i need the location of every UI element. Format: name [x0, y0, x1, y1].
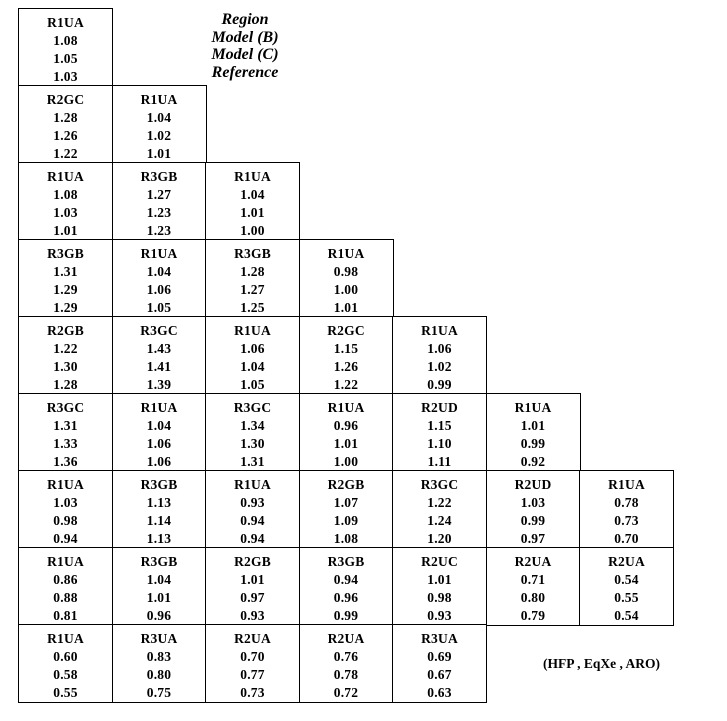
- cell-model-c: 1.29: [53, 282, 78, 297]
- cell-region: R3UA: [140, 631, 178, 646]
- cell-region: R3GB: [327, 554, 365, 569]
- cell-reference: 0.96: [146, 608, 172, 623]
- cell-model-c: 1.09: [333, 513, 359, 528]
- cell-region: R1UA: [608, 477, 645, 492]
- cell-region: R1UA: [47, 554, 84, 569]
- assembly-cell: [205, 393, 300, 472]
- cell-model-b: 1.04: [146, 264, 172, 279]
- cell-model-b: 1.04: [146, 110, 172, 125]
- cell-model-b: 1.08: [53, 187, 78, 202]
- cell-model-c: 1.33: [53, 436, 78, 451]
- legend: [150, 11, 340, 81]
- assembly-cell: [205, 624, 300, 703]
- cell-reference: 0.55: [53, 685, 78, 700]
- assembly-cell: [299, 547, 394, 626]
- cell-model-c: 1.23: [146, 205, 172, 220]
- cell-region: R2GC: [327, 323, 365, 338]
- assembly-cell: [112, 85, 207, 164]
- assembly-cell: [392, 316, 487, 395]
- cell-model-c: 1.04: [240, 359, 265, 374]
- cell-reference: 0.93: [240, 608, 265, 623]
- cell-region: R3GB: [140, 554, 178, 569]
- assembly-cell: [18, 239, 113, 318]
- cell-model-b: 1.15: [333, 341, 359, 356]
- cell-region: R1UA: [327, 246, 365, 261]
- cell-reference: 1.31: [240, 454, 265, 469]
- cell-model-c: 1.06: [146, 282, 172, 297]
- cell-reference: 1.11: [427, 454, 452, 469]
- cell-model-c: 0.80: [520, 590, 546, 605]
- cell-reference: 0.75: [146, 685, 172, 700]
- cell-model-b: 1.01: [427, 572, 452, 587]
- cell-region: R3GC: [46, 400, 85, 415]
- cell-model-c: 1.06: [146, 436, 172, 451]
- cell-reference: 0.94: [53, 531, 78, 546]
- cell-model-b: 1.01: [520, 418, 546, 433]
- assembly-cell: [18, 624, 113, 703]
- cell-region: R1UA: [234, 169, 271, 184]
- cell-reference: 1.01: [333, 300, 359, 315]
- cell-reference: 0.99: [427, 377, 452, 392]
- assembly-cell: [579, 470, 674, 549]
- assembly-cell: [392, 393, 487, 472]
- cell-region: R1UA: [514, 400, 552, 415]
- cell-model-b: 0.54: [614, 572, 639, 587]
- caption: (HFP , EqXe , ARO): [543, 656, 660, 671]
- cell-region: R3GC: [420, 477, 459, 492]
- cell-region: R1UA: [140, 400, 178, 415]
- cell-region: R1UA: [234, 323, 271, 338]
- cell-model-c: 1.05: [53, 51, 78, 66]
- cell-region: R1UA: [234, 477, 271, 492]
- cell-model-b: 1.13: [146, 495, 172, 510]
- cell-model-c: 1.02: [427, 359, 452, 374]
- cell-model-b: 1.03: [53, 495, 78, 510]
- cell-region: R1UA: [47, 631, 84, 646]
- cell-model-b: 1.22: [53, 341, 78, 356]
- cell-model-c: 0.55: [614, 590, 639, 605]
- cell-reference: 0.81: [53, 608, 78, 623]
- cell-model-b: 0.60: [53, 649, 78, 664]
- cell-model-c: 1.03: [53, 205, 78, 220]
- cell-model-c: 1.01: [333, 436, 359, 451]
- cell-reference: 1.03: [53, 69, 78, 84]
- cell-reference: 1.08: [333, 531, 359, 546]
- assembly-cell: [205, 239, 300, 318]
- cell-model-c: 0.99: [520, 436, 546, 451]
- cell-model-c: 0.96: [333, 590, 359, 605]
- cell-region: R1UA: [47, 15, 84, 30]
- cell-region: R1UA: [327, 400, 365, 415]
- cell-reference: 0.72: [333, 685, 359, 700]
- assembly-cell: [18, 8, 113, 87]
- cell-model-c: 1.26: [333, 359, 359, 374]
- cell-reference: 0.63: [427, 685, 452, 700]
- cell-reference: 0.79: [520, 608, 546, 623]
- cell-model-c: 0.98: [427, 590, 452, 605]
- cell-model-b: 0.76: [333, 649, 359, 664]
- cell-model-c: 0.67: [427, 667, 452, 682]
- cell-model-c: 0.94: [240, 513, 265, 528]
- cell-model-c: 0.98: [53, 513, 78, 528]
- legend-model-c: Model (C): [211, 46, 279, 63]
- assembly-cell: [486, 470, 581, 549]
- cell-reference: 0.54: [614, 608, 639, 623]
- assembly-cell: [18, 393, 113, 472]
- cell-reference: 0.92: [520, 454, 546, 469]
- assembly-cell: [299, 239, 394, 318]
- cell-model-b: 1.08: [53, 33, 78, 48]
- cell-reference: 1.00: [240, 223, 265, 238]
- cell-model-b: 1.03: [520, 495, 546, 510]
- cell-region: R1UA: [47, 169, 84, 184]
- cell-model-b: 0.71: [520, 572, 546, 587]
- cell-model-c: 1.24: [427, 513, 452, 528]
- assembly-cell: [205, 162, 300, 241]
- cell-region: R2UD: [421, 400, 458, 415]
- cell-region: R2UA: [608, 554, 645, 569]
- cell-reference: 1.25: [240, 300, 265, 315]
- assembly-cell: [18, 547, 113, 626]
- cell-region: R3GB: [140, 477, 178, 492]
- cell-model-c: 1.26: [53, 128, 78, 143]
- assembly-cell: [112, 162, 207, 241]
- cell-reference: 1.22: [333, 377, 359, 392]
- cell-reference: 1.39: [146, 377, 172, 392]
- cell-model-b: 0.70: [240, 649, 265, 664]
- cell-model-b: 1.31: [53, 418, 78, 433]
- cell-region: R2GB: [327, 477, 365, 492]
- cell-region: R3GB: [140, 169, 178, 184]
- cell-model-c: 0.78: [333, 667, 359, 682]
- assembly-cell: [112, 239, 207, 318]
- cell-reference: 1.22: [53, 146, 78, 161]
- assembly-cell: [112, 624, 207, 703]
- cell-reference: 1.36: [53, 454, 78, 469]
- assembly-cell: [299, 470, 394, 549]
- cell-model-b: 1.07: [333, 495, 359, 510]
- cell-reference: 1.05: [146, 300, 172, 315]
- cell-model-b: 0.83: [146, 649, 172, 664]
- cell-model-c: 1.27: [240, 282, 265, 297]
- cell-reference: 1.23: [146, 223, 172, 238]
- cell-region: R2GB: [47, 323, 84, 338]
- cell-model-b: 1.34: [240, 418, 265, 433]
- assembly-cell: [205, 547, 300, 626]
- cell-region: R3UA: [421, 631, 458, 646]
- cell-region: R3GC: [233, 400, 272, 415]
- cell-model-c: 0.99: [520, 513, 546, 528]
- cell-model-b: 1.43: [146, 341, 172, 356]
- cell-model-b: 1.28: [240, 264, 265, 279]
- cell-reference: 1.29: [53, 300, 78, 315]
- cell-model-c: 1.10: [427, 436, 452, 451]
- cell-model-c: 0.73: [614, 513, 639, 528]
- cell-model-b: 0.78: [614, 495, 639, 510]
- cell-region: R1UA: [140, 92, 178, 107]
- cell-model-b: 0.86: [53, 572, 78, 587]
- cell-region: R2UA: [234, 631, 271, 646]
- assembly-cell: [392, 547, 487, 626]
- cell-model-b: 1.06: [240, 341, 265, 356]
- cell-region: R3GB: [234, 246, 271, 261]
- cell-model-b: 0.69: [427, 649, 452, 664]
- cell-reference: 1.01: [53, 223, 78, 238]
- cell-model-b: 1.01: [240, 572, 265, 587]
- cell-reference: 0.93: [427, 608, 452, 623]
- cell-model-c: 1.41: [146, 359, 172, 374]
- cell-model-c: 1.00: [333, 282, 359, 297]
- cell-reference: 1.06: [146, 454, 172, 469]
- cell-model-c: 1.30: [53, 359, 78, 374]
- cell-model-b: 0.93: [240, 495, 265, 510]
- assembly-cell: [486, 393, 581, 472]
- cell-model-b: 0.94: [333, 572, 359, 587]
- cell-model-b: 1.06: [427, 341, 452, 356]
- cell-region: R2GB: [234, 554, 271, 569]
- assembly-cell: [112, 547, 207, 626]
- assembly-cell: [392, 470, 487, 549]
- cell-reference: 1.01: [146, 146, 172, 161]
- cell-model-c: 1.02: [146, 128, 172, 143]
- cell-model-c: 0.88: [53, 590, 78, 605]
- cell-model-b: 0.96: [333, 418, 359, 433]
- cell-reference: 0.70: [614, 531, 639, 546]
- cell-region: R2GC: [46, 92, 85, 107]
- assembly-cell: [112, 316, 207, 395]
- cell-model-c: 0.58: [53, 667, 78, 682]
- cell-reference: 1.13: [146, 531, 172, 546]
- cell-model-b: 1.31: [53, 264, 78, 279]
- assembly-cell: [486, 547, 581, 626]
- cell-model-c: 1.01: [146, 590, 172, 605]
- cell-model-b: 1.04: [146, 572, 172, 587]
- cell-reference: 1.20: [427, 531, 452, 546]
- assembly-cell: [18, 85, 113, 164]
- cell-model-c: 0.77: [240, 667, 265, 682]
- assembly-cell: [392, 624, 487, 703]
- cell-model-c: 1.01: [240, 205, 265, 220]
- cell-region: R3GC: [140, 323, 178, 338]
- assembly-cell: [205, 470, 300, 549]
- assembly-cell: [112, 470, 207, 549]
- cell-model-b: 1.27: [146, 187, 172, 202]
- assembly-cell: [205, 316, 300, 395]
- cell-reference: 1.00: [333, 454, 359, 469]
- cell-region: R2UD: [514, 477, 552, 492]
- cell-model-b: 1.22: [427, 495, 452, 510]
- cell-model-b: 0.98: [333, 264, 359, 279]
- cell-model-c: 0.97: [240, 590, 265, 605]
- legend-reference: Reference: [211, 63, 279, 81]
- cell-reference: 0.94: [240, 531, 265, 546]
- assembly-cell: [112, 393, 207, 472]
- assembly-cell: [18, 316, 113, 395]
- cell-model-b: 1.04: [146, 418, 172, 433]
- cell-region: R2UC: [421, 554, 458, 569]
- cell-model-c: 0.80: [146, 667, 172, 682]
- cell-region: R2UA: [327, 631, 365, 646]
- cell-reference: 1.05: [240, 377, 265, 392]
- assembly-cell: [579, 547, 674, 626]
- cell-model-b: 1.15: [427, 418, 452, 433]
- cell-model-b: 1.28: [53, 110, 78, 125]
- cell-model-b: 1.04: [240, 187, 265, 202]
- cell-region: R1UA: [421, 323, 458, 338]
- assembly-cell: [299, 316, 394, 395]
- cell-model-c: 1.14: [146, 513, 172, 528]
- cell-model-c: 1.30: [240, 436, 265, 451]
- assembly-cell: [299, 393, 394, 472]
- cell-reference: 0.97: [520, 531, 546, 546]
- cell-reference: 1.28: [53, 377, 78, 392]
- cell-reference: 0.73: [240, 685, 265, 700]
- cell-region: R1UA: [47, 477, 84, 492]
- cell-region: R2UA: [514, 554, 552, 569]
- cell-region: R1UA: [140, 246, 178, 261]
- assembly-cell: [18, 162, 113, 241]
- assembly-cell: [18, 470, 113, 549]
- assembly-cell: [299, 624, 394, 703]
- cell-region: R3GB: [47, 246, 84, 261]
- legend-region: Region: [221, 11, 269, 28]
- cell-reference: 0.99: [333, 608, 359, 623]
- legend-model-b: Model (B): [211, 28, 279, 46]
